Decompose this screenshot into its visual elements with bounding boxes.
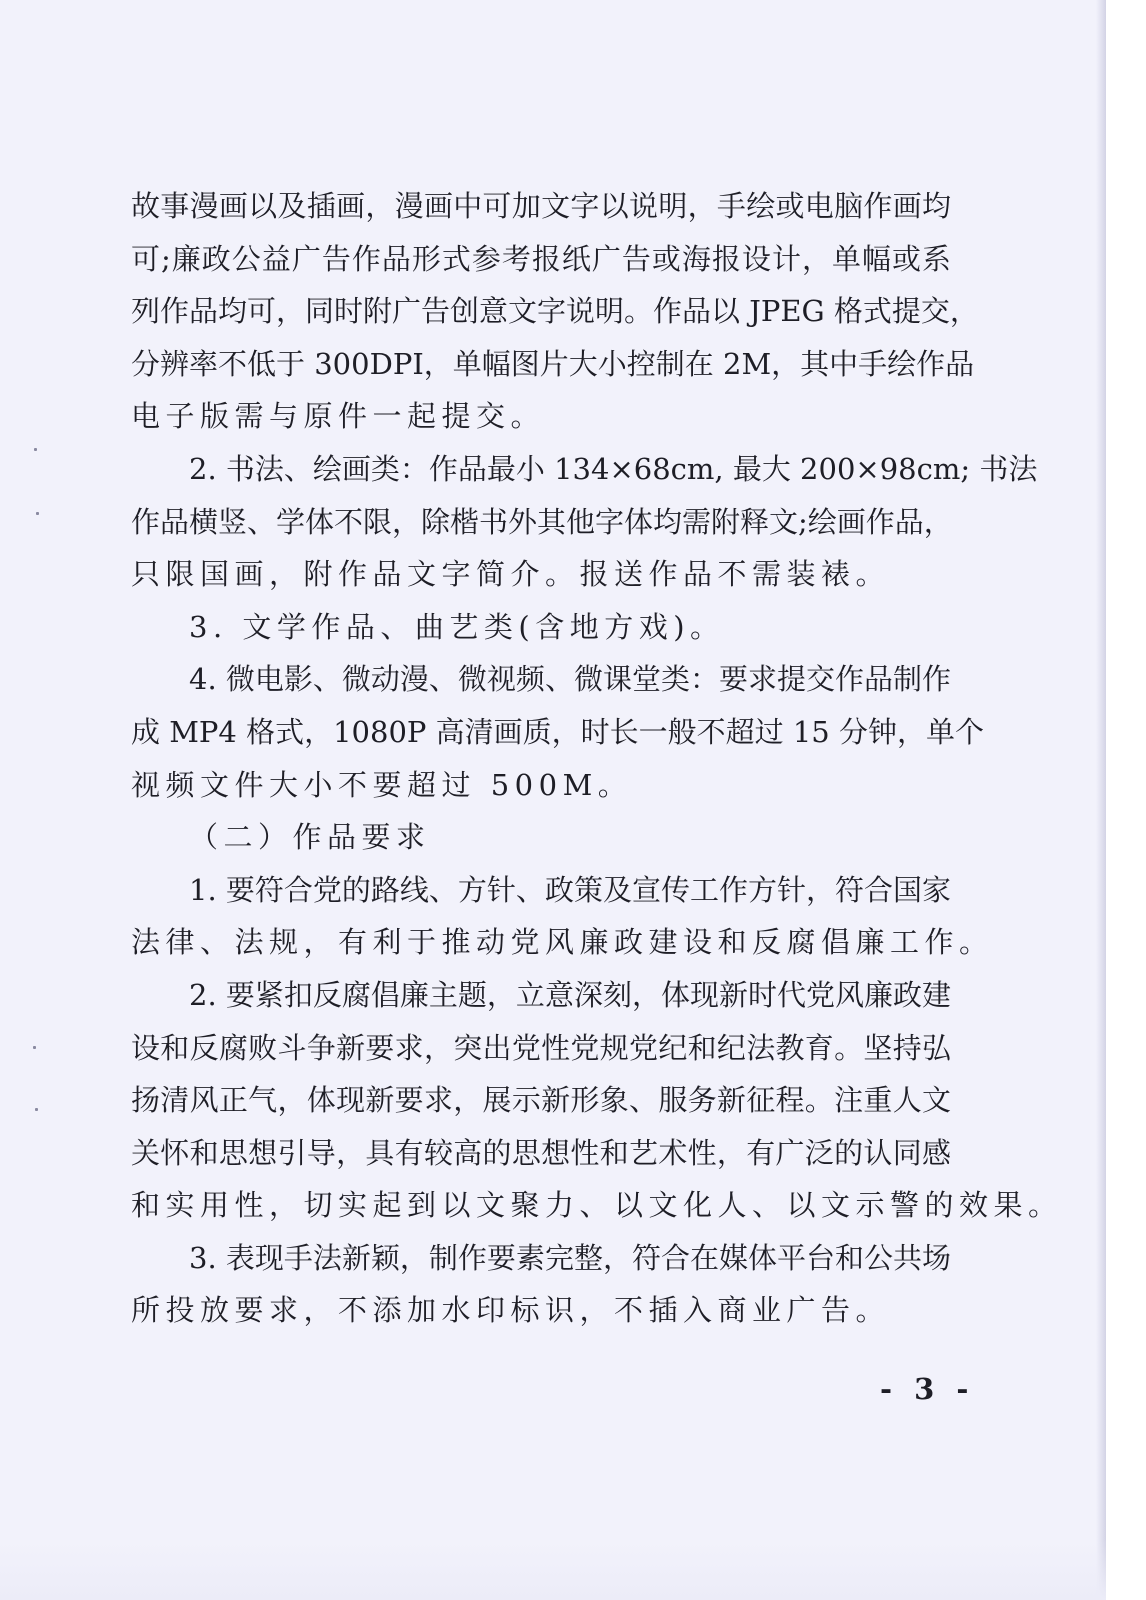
body-text bbox=[131, 180, 1063, 1337]
text-line: 法律、法规，有利于推动党风廉政建设和反腐倡廉工作。 bbox=[131, 925, 994, 960]
margin-speck bbox=[33, 1046, 36, 1049]
text-line: 扬清风正气，体现新要求，展示新形象、服务新征程。注重人文 bbox=[131, 1083, 951, 1118]
text-line: 分辨率不低于 300DPI，单幅图片大小控制在 2M，其中手绘作品 bbox=[131, 346, 975, 381]
text-line: 4. 微电影、微动漫、微视频、微课堂类：要求提交作品制作 bbox=[189, 662, 951, 697]
text-line: 3. 表现手法新颖，制作要素完整，符合在媒体平台和公共场 bbox=[189, 1240, 951, 1275]
page-edge-shadow bbox=[1096, 0, 1106, 1600]
margin-speck bbox=[36, 512, 39, 515]
text-line: 只限国画，附作品文字简介。报送作品不需装裱。 bbox=[131, 557, 891, 592]
text-line: 1. 要符合党的路线、方针、政策及宣传工作方针，符合国家 bbox=[189, 872, 951, 907]
text-line: 和实用性，切实起到以文聚力、以文化人、以文示警的效果。 bbox=[131, 1188, 1063, 1223]
page-bottom-strip bbox=[0, 1540, 1106, 1600]
page-number: - 3 - bbox=[880, 1372, 975, 1406]
text-line: 成 MP4 格式，1080P 高清画质，时长一般不超过 15 分钟，单个 bbox=[131, 714, 984, 749]
text-line: 2. 书法、绘画类：作品最小 134×68cm, 最大 200×98cm; 书法 bbox=[189, 451, 1038, 486]
text-line: 列作品均可，同时附广告创意文字说明。作品以 JPEG 格式提交， bbox=[131, 294, 979, 329]
text-line: 视频文件大小不要超过 500M。 bbox=[131, 767, 633, 802]
text-line: 电子版需与原件一起提交。 bbox=[131, 399, 546, 434]
section-heading: （二）作品要求 bbox=[189, 820, 431, 855]
text-line: 可;廉政公益广告作品形式参考报纸广告或海报设计，单幅或系 bbox=[131, 241, 951, 276]
text-line: 故事漫画以及插画，漫画中可加文字以说明，手绘或电脑作画均 bbox=[131, 189, 951, 223]
text-line: 所投放要求，不添加水印标识，不插入商业广告。 bbox=[131, 1293, 891, 1328]
text-line: 2. 要紧扣反腐倡廉主题，立意深刻，体现新时代党风廉政建 bbox=[189, 977, 951, 1012]
text-line: 设和反腐败斗争新要求，突出党性党规党纪和纪法教育。坚持弘 bbox=[131, 1030, 951, 1065]
text-line: 关怀和思想引导，具有较高的思想性和艺术性，有广泛的认同感 bbox=[131, 1135, 951, 1170]
margin-speck bbox=[34, 448, 37, 451]
text-line: 作品横竖、学体不限，除楷书外其他字体均需附释文;绘画作品， bbox=[131, 504, 953, 539]
text-line: 3. 文学作品、曲艺类(含地方戏)。 bbox=[189, 609, 725, 644]
margin-speck bbox=[35, 1108, 38, 1111]
